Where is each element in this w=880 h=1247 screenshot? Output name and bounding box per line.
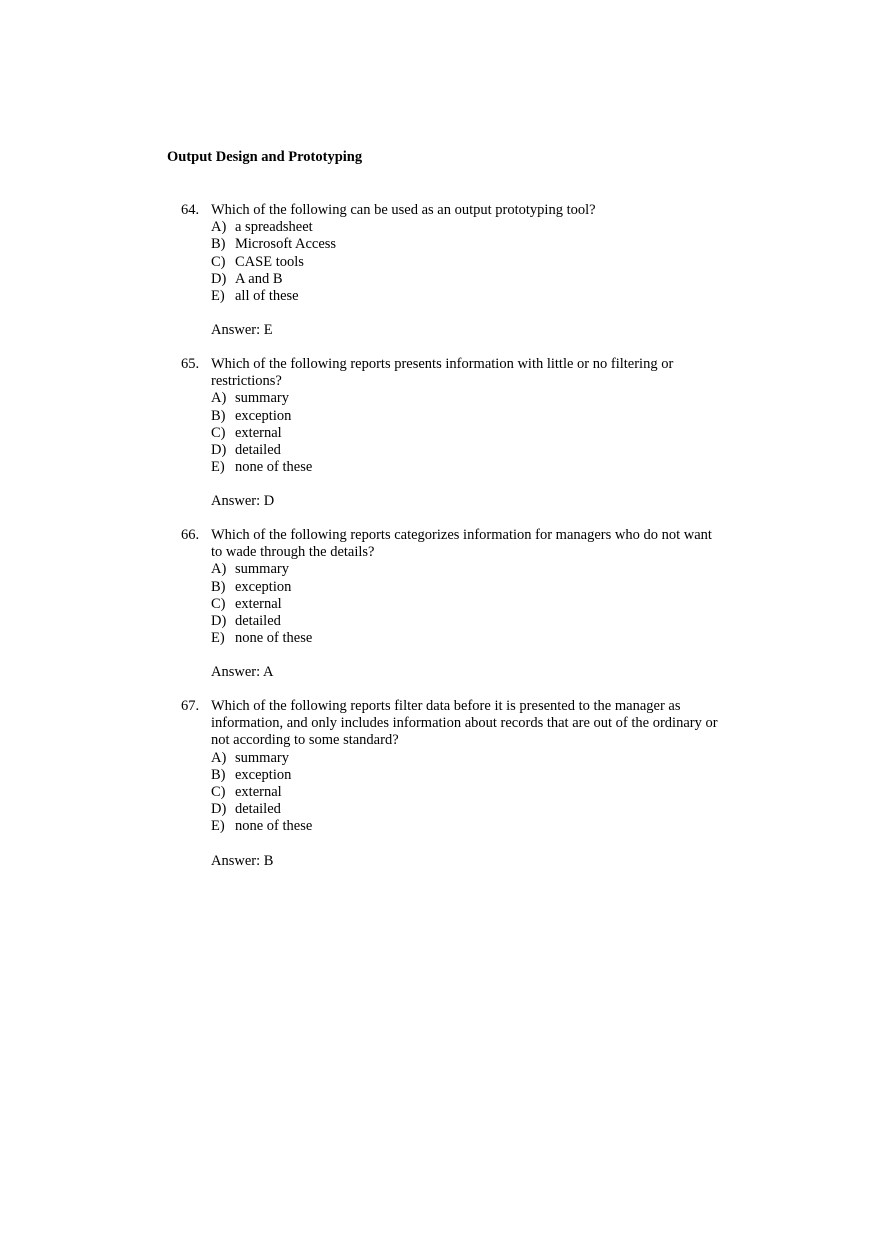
question-stem	[181, 202, 726, 219]
question-text: Which of the following reports presents information with little or no filtering or restrictions?	[211, 356, 674, 390]
question-number: 65.	[181, 356, 200, 372]
option-text: none of these	[235, 459, 313, 476]
option-a	[211, 750, 726, 767]
question-66	[181, 527, 726, 682]
option-letter: B)	[211, 766, 226, 783]
option-letter: A)	[211, 749, 227, 766]
option-letter: E)	[211, 630, 225, 647]
option-letter: E)	[211, 818, 225, 835]
answer-line: Answer: B	[211, 852, 274, 869]
option-e	[211, 288, 726, 305]
option-b	[211, 408, 726, 425]
option-text: summary	[235, 749, 289, 766]
question-text: Which of the following reports filter data before it is presented to the manager as information, and only includes information about records that are out of the ordinary or not according to some standard?	[211, 698, 718, 749]
option-c	[211, 784, 726, 801]
option-text: external	[235, 424, 282, 441]
option-letter: E)	[211, 288, 225, 305]
option-text: exception	[235, 578, 292, 595]
option-b	[211, 236, 726, 253]
option-c	[211, 596, 726, 613]
question-text: Which of the following reports categorizes information for managers who do not want to wade through the details?	[211, 527, 712, 561]
question-number: 67.	[181, 698, 200, 714]
option-text: none of these	[235, 630, 313, 647]
option-letter: E)	[211, 459, 225, 476]
option-e	[211, 630, 726, 647]
question-stem	[181, 698, 726, 750]
option-letter: D)	[211, 613, 227, 630]
option-letter: C)	[211, 595, 226, 612]
question-stem	[181, 527, 726, 561]
question-text: Which of the following can be used as an output prototyping tool?	[211, 202, 596, 218]
option-text: detailed	[235, 801, 281, 818]
option-d	[211, 271, 726, 288]
option-d	[211, 613, 726, 630]
question-number: 64.	[181, 202, 200, 218]
option-text: summary	[235, 561, 289, 578]
option-text: external	[235, 784, 282, 801]
option-a	[211, 219, 726, 236]
option-list	[211, 219, 726, 305]
option-letter: C)	[211, 424, 226, 441]
option-list	[211, 390, 726, 476]
option-letter: D)	[211, 442, 227, 459]
option-c	[211, 425, 726, 442]
option-c	[211, 254, 726, 271]
option-letter: C)	[211, 784, 226, 801]
option-d	[211, 801, 726, 818]
section-title: Output Design and Prototyping	[167, 149, 363, 165]
option-b	[211, 579, 726, 596]
option-text: detailed	[235, 442, 281, 459]
answer-line: Answer: A	[211, 664, 274, 681]
option-text: A and B	[235, 270, 283, 287]
option-a	[211, 390, 726, 407]
question-64	[181, 202, 726, 339]
option-text: none of these	[235, 818, 313, 835]
question-stem	[181, 356, 726, 390]
option-text: a spreadsheet	[235, 219, 313, 236]
option-letter: A)	[211, 561, 227, 578]
option-list	[211, 561, 726, 647]
option-d	[211, 442, 726, 459]
option-b	[211, 767, 726, 784]
question-65	[181, 356, 726, 511]
option-text: detailed	[235, 613, 281, 630]
question-67	[181, 698, 726, 870]
option-letter: D)	[211, 801, 227, 818]
option-text: exception	[235, 766, 292, 783]
option-letter: B)	[211, 578, 226, 595]
option-text: Microsoft Access	[235, 236, 337, 253]
option-letter: B)	[211, 407, 226, 424]
answer-line: Answer: D	[211, 493, 275, 510]
option-letter: A)	[211, 390, 227, 407]
question-number: 66.	[181, 527, 200, 543]
option-list	[211, 750, 726, 836]
option-text: exception	[235, 407, 292, 424]
option-letter: D)	[211, 270, 227, 287]
option-letter: C)	[211, 253, 226, 270]
option-e	[211, 459, 726, 476]
option-a	[211, 561, 726, 578]
option-text: CASE tools	[235, 253, 304, 270]
option-text: external	[235, 595, 282, 612]
answer-line: Answer: E	[211, 322, 273, 339]
option-letter: A)	[211, 219, 227, 236]
option-text: all of these	[235, 288, 299, 305]
option-e	[211, 818, 726, 835]
option-letter: B)	[211, 236, 226, 253]
option-text: summary	[235, 390, 289, 407]
